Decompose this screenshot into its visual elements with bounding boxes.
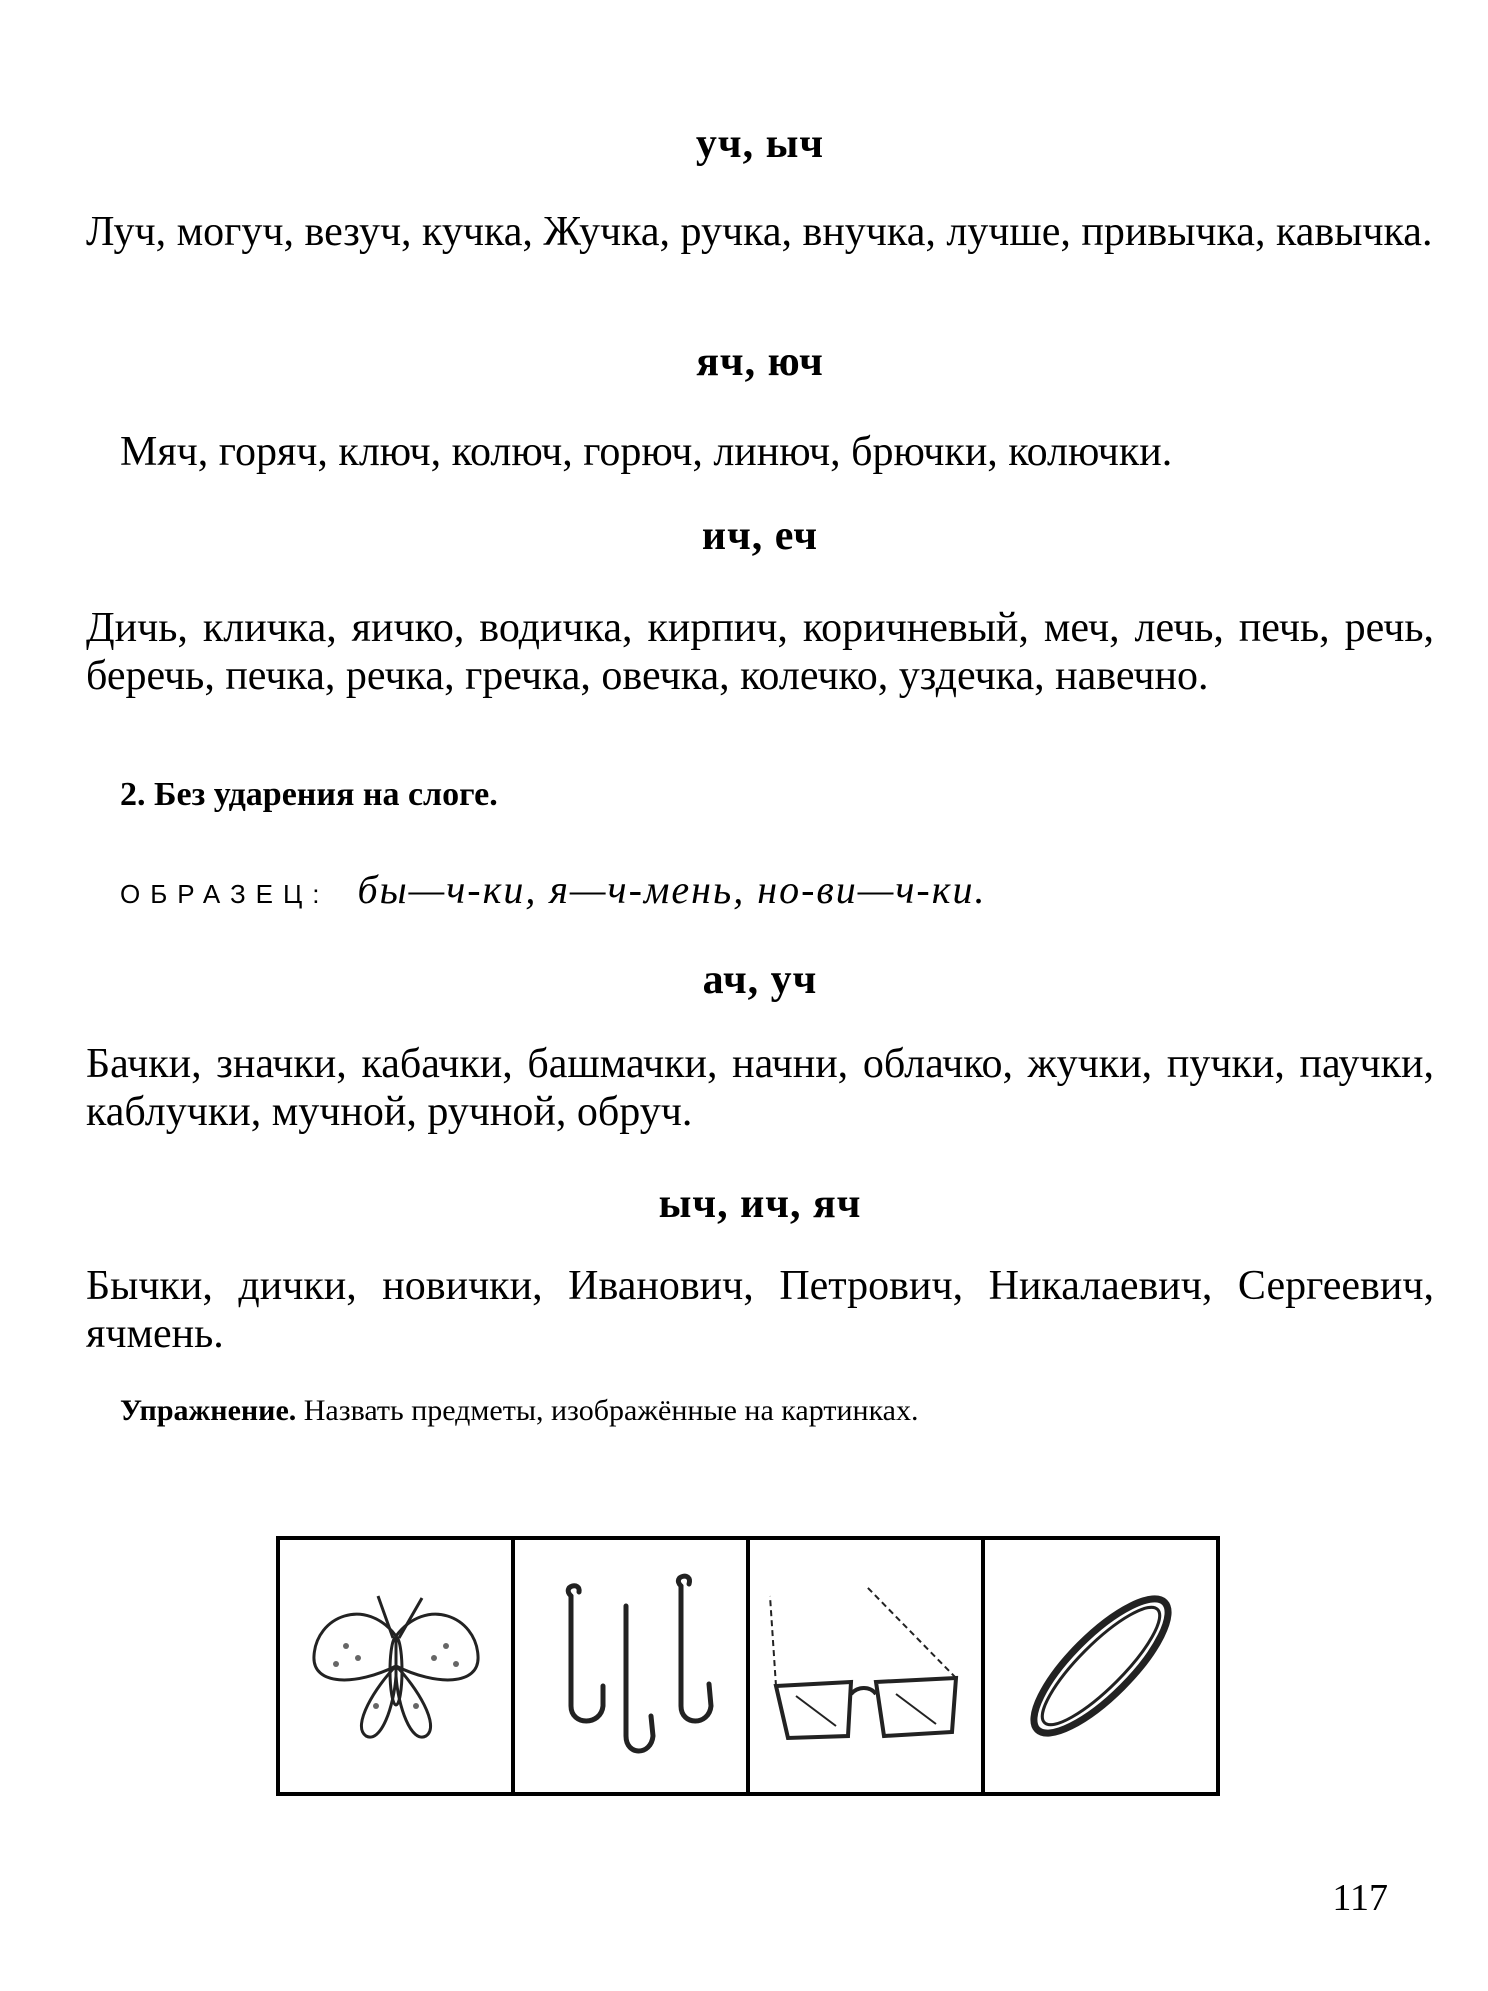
- moth-icon: [296, 1576, 496, 1756]
- exercise-instruction: [120, 1394, 919, 1428]
- heading-uch-ych: уч, ыч: [695, 121, 825, 167]
- picture-cell-glasses: [750, 1540, 985, 1792]
- picture-cell-hooks: [515, 1540, 750, 1792]
- heading-ich-ech: ич, еч: [701, 513, 819, 559]
- paragraph-ach-uch: Бачки, значки, кабачки, башмачки, начни, облачко, жучки, пучки, паучки, каблучки, мучной, ручной, обруч.: [86, 1041, 1434, 1135]
- heading-ach-uch: ач, уч: [702, 957, 818, 1003]
- picture-cell-moth: [280, 1540, 515, 1792]
- paragraph-uch-ych: Луч, могуч, везуч, кучка, Жучка, ручка, внучка, лучше, привычка, кавычка.: [86, 209, 1433, 255]
- paragraph-yach-yuch: Мяч, горяч, ключ, колюч, горюч, линюч, брючки, колючки.: [120, 429, 1173, 475]
- sample-line: [120, 866, 986, 913]
- exercise-label: Упражнение.: [120, 1394, 297, 1427]
- picture-cell-hoop: [985, 1540, 1216, 1792]
- heading-yach-yuch: яч, юч: [696, 339, 824, 385]
- sample-label: ОБРАЗЕЦ:: [120, 879, 330, 909]
- hoop-icon: [1001, 1566, 1201, 1766]
- heading-ych-ich-yach: ыч, ич, яч: [658, 1181, 862, 1227]
- paragraph-ych-ich-yach: Бычки, дички, новички, Иванович, Петрович, Никалаевич, Сергеевич, ячмень.: [86, 1263, 1434, 1357]
- fishhooks-icon: [531, 1566, 731, 1766]
- exercise-text: Назвать предметы, изображённые на картинках.: [303, 1394, 919, 1427]
- glasses-icon: [756, 1566, 976, 1766]
- section-2-title: 2. Без ударения на слоге.: [120, 776, 498, 813]
- picture-strip: [276, 1536, 1220, 1796]
- page-number: 117: [1332, 1877, 1388, 1919]
- sample-text: бы—ч-ки, я—ч-мень, но-ви—ч-ки.: [357, 867, 987, 912]
- paragraph-ich-ech: Дичь, кличка, яичко, водичка, кирпич, коричневый, меч, лечь, печь, речь, беречь, печка, речка, гречка, овечка, колечко, уздечка, навечно.: [86, 605, 1434, 699]
